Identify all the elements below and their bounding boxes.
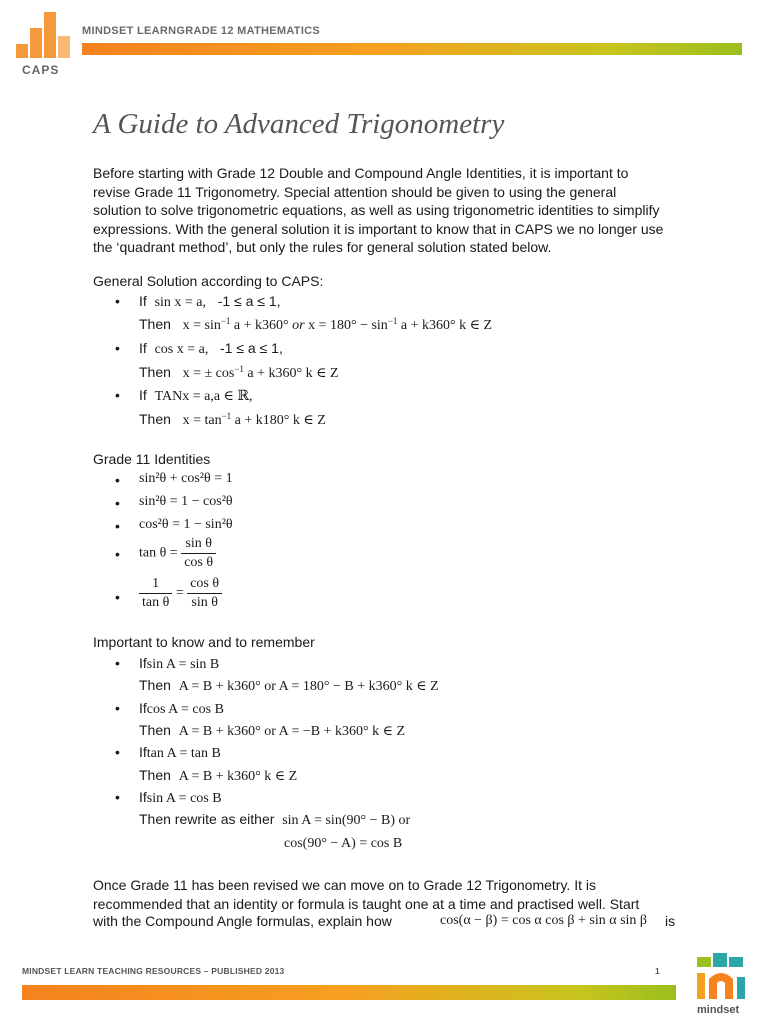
rec-equals: =	[175, 585, 184, 601]
rule-4-then	[139, 811, 410, 829]
rule-1-cond: sin A = sin B	[146, 657, 220, 672]
if-word: If	[139, 789, 147, 805]
sin-cond-expr: sin x = a,	[154, 295, 207, 310]
footer-bar	[22, 985, 676, 1000]
closing-line-3c: is	[665, 913, 676, 929]
tan-sol-a: x = tan	[182, 413, 222, 428]
intro-line-3: solution to solve trigonometric equations, as well as using trigonometric identities to simplify	[93, 202, 660, 218]
bullet: •	[115, 293, 120, 309]
then-word: Then	[139, 316, 171, 332]
bullet: •	[115, 744, 120, 760]
rule-3-if	[139, 744, 221, 762]
cos-cond-expr: cos x = a,	[154, 342, 209, 357]
tan-numerator: sin θ	[181, 536, 216, 554]
inverse-sup: −1	[221, 411, 232, 421]
closing-line-3	[93, 913, 675, 929]
bullet: •	[115, 495, 120, 511]
sin-range: -1 ≤ a ≤ 1,	[217, 293, 281, 309]
intro-line-5: the ‘quadrant method’, but only the rules for general solution stated below.	[93, 239, 552, 255]
tan-condition	[139, 387, 253, 405]
reciprocal-fraction	[139, 576, 172, 611]
then-word: Then	[139, 767, 171, 783]
page-number: 1	[655, 966, 660, 976]
intro-line-2: revise Grade 11 Trigonometry. Special attention should be given to using the general	[93, 183, 617, 200]
cos-sol-b: a + k360° k ∈ Z	[247, 366, 339, 381]
tan-solution	[139, 411, 326, 429]
if-word: If	[139, 387, 147, 403]
rule-1-result: A = B + k360° or A = 180° − B + k360° k ∈ Z	[178, 679, 439, 694]
tan-cond-expr: TANx = a,a ∈ ℝ,	[154, 389, 253, 404]
if-word: If	[139, 655, 147, 671]
rec-numerator: 1	[139, 576, 172, 594]
rule-3-cond: tan A = tan B	[146, 746, 221, 761]
cos-solution	[139, 364, 339, 382]
rule-4-cond: sin A = cos B	[146, 791, 222, 806]
closing-line-1: Once Grade 11 has been revised we can move on to Grade 12 Trigonometry. It is	[93, 877, 596, 893]
then-word: Then	[139, 722, 171, 738]
bullet: •	[115, 518, 120, 534]
bullet: •	[115, 387, 120, 403]
if-word: If	[139, 293, 147, 309]
header-title: MINDSET LEARNGRADE 12 MATHEMATICS	[82, 25, 321, 37]
cot-denominator: sin θ	[191, 595, 218, 610]
tan-sol-b: a + k180° k ∈ Z	[234, 413, 326, 428]
or-word: or	[292, 318, 305, 333]
bullet: •	[115, 700, 120, 716]
sin-condition	[139, 293, 281, 311]
bullet: •	[115, 340, 120, 356]
then-word: Then	[139, 677, 171, 693]
rule-4-expr-2: cos(90° − A) = cos B	[284, 836, 403, 851]
then-word: Then	[139, 364, 171, 380]
inverse-sup: −1	[220, 316, 231, 326]
identities-heading: Grade 11 Identities	[93, 451, 211, 467]
if-word: If	[139, 340, 147, 356]
intro-line-4: expressions. With the general solution it is important to know that in CAPS we no longer use	[93, 220, 664, 237]
rule-4-text: Then rewrite as either	[139, 811, 275, 827]
mindset-wordmark: mindset	[697, 1004, 740, 1016]
bullet: •	[115, 546, 120, 562]
general-heading: General Solution according to CAPS:	[93, 273, 324, 289]
cot-numerator: cos θ	[187, 576, 222, 594]
identity-1: sin²θ + cos²θ = 1	[139, 471, 233, 486]
rule-1-if	[139, 655, 219, 673]
identity-tan	[139, 536, 216, 571]
sin-sol-b: a + k360°	[233, 318, 289, 333]
bullet: •	[115, 655, 120, 671]
tan-fraction	[181, 536, 216, 571]
caps-label: CAPS	[22, 63, 60, 77]
rule-4-expr-1: sin A = sin(90° − B) or	[282, 813, 411, 828]
caps-logo-icon	[16, 12, 70, 58]
rule-4-if	[139, 789, 222, 807]
cos-range: -1 ≤ a ≤ 1,	[220, 340, 283, 356]
identity-3: cos²θ = 1 − sin²θ	[139, 517, 233, 532]
rule-1-then	[139, 677, 439, 695]
sin-sol-d: a + k360° k ∈ Z	[400, 318, 493, 333]
mindset-logo-icon	[697, 953, 747, 1001]
compound-formula: cos(α − β) = cos α cos β + sin α sin β	[440, 913, 648, 928]
identity-reciprocal	[139, 576, 222, 611]
bullet: •	[115, 472, 120, 488]
sin-sol-a: x = sin	[182, 318, 221, 333]
identity-2: sin²θ = 1 − cos²θ	[139, 494, 233, 509]
tan-denominator: cos θ	[184, 555, 214, 570]
rule-2-result: A = B + k360° or A = −B + k360° k ∈ Z	[178, 724, 406, 739]
tan-lhs: tan θ =	[139, 545, 178, 561]
footer-text: MINDSET LEARN TEACHING RESOURCES – PUBLISHED 2013	[22, 966, 285, 976]
bullet: •	[115, 789, 120, 805]
page-title: A Guide to Advanced Trigonometry	[93, 108, 505, 140]
rule-2-then	[139, 722, 405, 740]
inverse-sup: −1	[387, 316, 398, 326]
cos-sol-a: x = ± cos	[182, 366, 235, 381]
bullet: •	[115, 589, 120, 605]
intro-line-1: Before starting with Grade 12 Double and Compound Angle Identities, it is important to	[93, 165, 629, 181]
cot-fraction	[187, 576, 222, 611]
rule-3-then	[139, 767, 297, 785]
rule-2-if	[139, 700, 224, 718]
cos-condition	[139, 340, 283, 358]
inverse-sup: −1	[234, 364, 244, 374]
sin-solution	[139, 316, 492, 334]
if-word: If	[139, 700, 147, 716]
if-word: If	[139, 744, 147, 760]
remember-heading: Important to know and to remember	[93, 634, 315, 650]
sin-sol-c: x = 180° − sin	[308, 318, 388, 333]
rec-denominator: tan θ	[142, 595, 170, 610]
rule-3-result: A = B + k360° k ∈ Z	[178, 769, 298, 784]
closing-line-3a: with the Compound Angle formulas, explain how	[93, 913, 392, 929]
rule-2-cond: cos A = cos B	[146, 702, 224, 717]
closing-line-2: recommended that an identity or formula is taught one at a time and practised well. Start	[93, 895, 640, 912]
header-bar	[82, 43, 742, 55]
then-word: Then	[139, 411, 171, 427]
